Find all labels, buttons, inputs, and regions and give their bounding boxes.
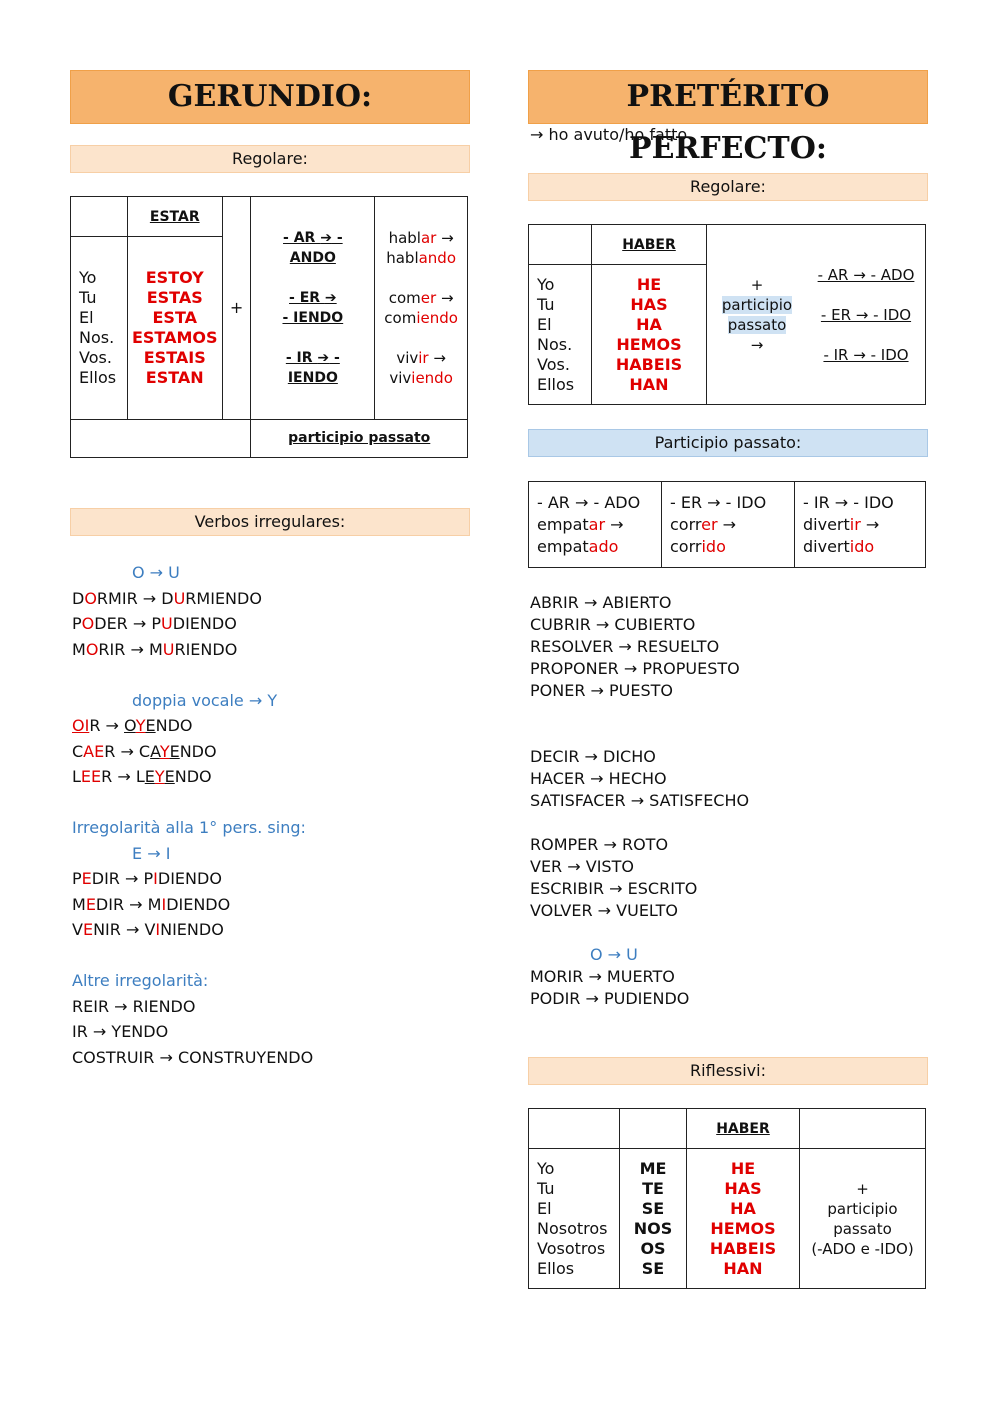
- haber-forms: HE HAS HA HEMOS HABEIS HAN: [592, 265, 707, 405]
- example-comer: comer → comiendo: [384, 288, 458, 327]
- participio-band: Participio passato:: [528, 429, 928, 457]
- verb-poder: PODER → PUDIENDO: [72, 614, 237, 633]
- doppia-vocale-heading: doppia vocale → Y: [132, 690, 278, 710]
- haber-header: HABER: [592, 225, 707, 265]
- ending-ar-ado: - AR → - ADO: [817, 265, 915, 284]
- irr-morir: MORIR → MUERTO: [530, 967, 675, 986]
- participio-irregulars: [530, 592, 930, 1010]
- o-u-heading-right: O → U: [590, 945, 638, 964]
- verb-leer: LEER → LEYENDO: [72, 767, 212, 786]
- o-u-heading: O → U: [132, 563, 180, 582]
- riflessivi-haber-header: HABER: [687, 1109, 800, 1149]
- verb-ir: IR → YENDO: [72, 1022, 169, 1041]
- gerund-examples: [375, 197, 468, 420]
- ending-ar: - AR ➔ - ANDO: [283, 229, 343, 266]
- verb-venir: VENIR → VINIENDO: [72, 920, 224, 939]
- irr-satisfacer: SATISFACER → SATISFECHO: [530, 791, 750, 810]
- gerundio-regular-band: Regolare:: [70, 145, 470, 173]
- altre-irregolarita-heading: Altre irregolarità:: [72, 971, 209, 990]
- verb-oir: OIR → OYENDO: [72, 716, 193, 735]
- irregolarita-heading: Irregolarità alla 1° pers. sing:: [72, 818, 306, 837]
- irr-poner: PONER → PUESTO: [530, 681, 674, 700]
- gerundio-table: [70, 196, 468, 458]
- irr-hacer: HACER → HECHO: [530, 769, 667, 788]
- riflessivi-table: [528, 1108, 926, 1289]
- riflessivi-haber-forms: HE HAS HA HEMOS HABEIS HAN: [687, 1149, 800, 1289]
- irr-romper: ROMPER → ROTO: [530, 835, 669, 854]
- participio-ir: - IR → - IDO divertir → divertido: [795, 482, 926, 568]
- verb-caer: CAER → CAYENDO: [72, 741, 217, 761]
- plus-sign: +: [222, 197, 251, 420]
- verb-dormir: DORMIR → DURMIENDO: [72, 588, 262, 608]
- verb-pedir: PEDIR → PIDIENDO: [72, 869, 222, 888]
- irr-podir: PODIR → PUDIENDO: [530, 989, 690, 1008]
- preterito-endings: [807, 225, 926, 405]
- preterito-regular-band: Regolare:: [528, 173, 928, 201]
- irregular-band: Verbos irregulares:: [70, 508, 470, 536]
- preterito-person-list: Yo Tu El Nos. Vos. Ellos: [529, 265, 592, 405]
- ending-ir: - IR ➔ - IENDO: [285, 349, 340, 386]
- preterito-table: [528, 224, 926, 405]
- irr-escribir: ESCRIBIR → ESCRITO: [530, 879, 698, 898]
- riflessivi-person-list: Yo Tu El Nosotros Vosotros Ellos: [529, 1149, 620, 1289]
- preterito-title: PRETÉRITO PERFECTO:: [528, 70, 928, 124]
- estar-forms: ESTOY ESTAS ESTA ESTAMOS ESTAIS ESTAN: [127, 237, 222, 420]
- irr-resolver: RESOLVER → RESUELTO: [530, 637, 720, 656]
- example-vivir: vivir → viviendo: [389, 348, 453, 387]
- participio-table: [528, 481, 926, 568]
- ending-er: - ER ➔ - IENDO: [282, 289, 344, 326]
- riflessivi-band: Riflessivi:: [528, 1057, 928, 1085]
- verb-costruir: COSTRUIR → CONSTRUYENDO: [72, 1047, 314, 1067]
- irregular-verbs: [72, 560, 472, 1070]
- example-hablar: hablar → hablando: [386, 228, 457, 267]
- participio-ar: - AR → - ADO empatar → empatado: [529, 482, 662, 568]
- irr-volver: VOLVER → VUELTO: [530, 901, 679, 920]
- person-list: Yo Tu El Nos. Vos. Ellos: [71, 237, 128, 420]
- ending-ir-ido: - IR → - IDO: [823, 345, 909, 364]
- participio-plus: + participio passato →: [707, 225, 808, 405]
- verb-reir: REIR → RIENDO: [72, 996, 196, 1016]
- irr-ver: VER → VISTO: [530, 857, 634, 876]
- irr-proponer: PROPONER → PROPUESTO: [530, 659, 740, 678]
- ending-er-ido: - ER → - IDO: [820, 305, 912, 324]
- irr-decir: DECIR → DICHO: [530, 747, 656, 766]
- reflexive-pronouns: ME TE SE NOS OS SE: [620, 1149, 687, 1289]
- verb-medir: MEDIR → MIDIENDO: [72, 894, 231, 914]
- participio-footer: participio passato: [251, 419, 468, 457]
- gerundio-title: GERUNDIO:: [70, 70, 470, 124]
- gerund-endings: [251, 197, 375, 420]
- estar-header: ESTAR: [127, 197, 222, 237]
- preterito-subtitle: → ho avuto/ho fatto: [530, 125, 688, 144]
- riflessivi-participio: + participio passato (-ADO e -IDO): [800, 1149, 926, 1289]
- verb-morir: MORIR → MURIENDO: [72, 639, 238, 659]
- irr-cubrir: CUBRIR → CUBIERTO: [530, 615, 696, 634]
- e-i-heading: E → I: [132, 843, 171, 863]
- irr-abrir: ABRIR → ABIERTO: [530, 593, 672, 612]
- participio-er: - ER → - IDO correr → corrido: [662, 482, 795, 568]
